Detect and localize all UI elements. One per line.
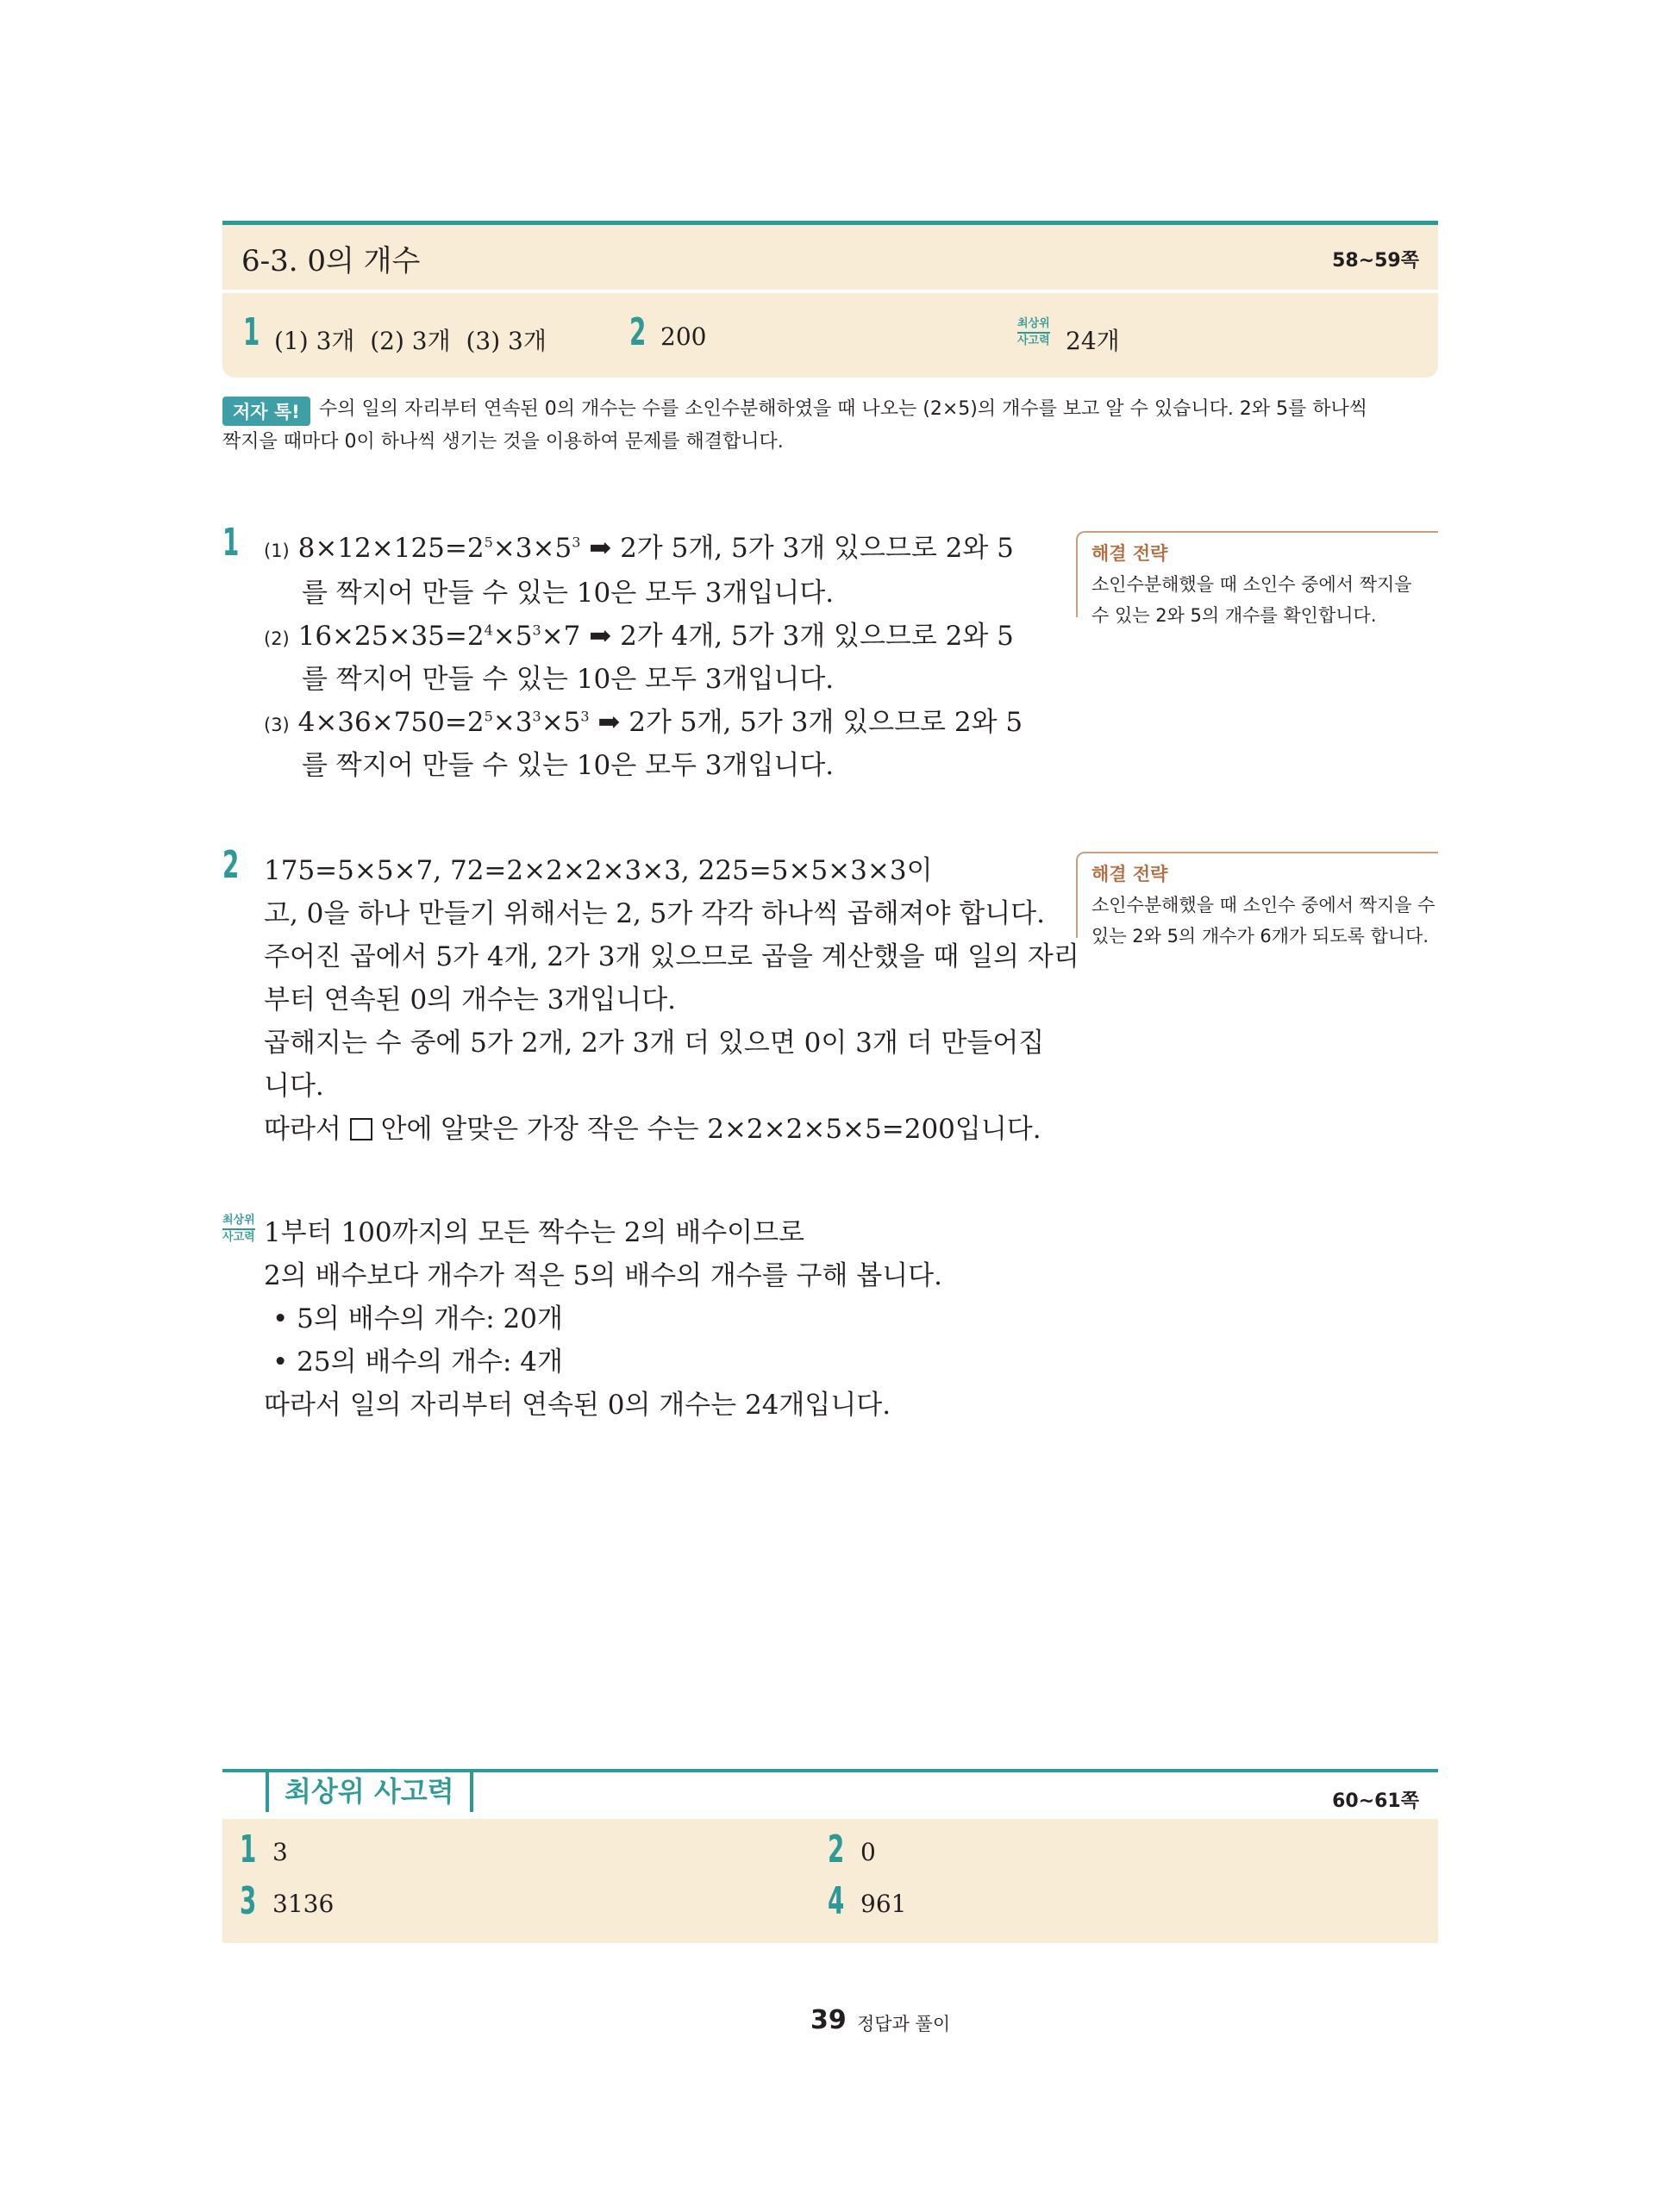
answer-2 bbox=[629, 310, 707, 354]
section-header bbox=[222, 221, 1438, 290]
author-tip-tag: 저자 톡! bbox=[222, 397, 310, 426]
solution-1-number: 1 bbox=[222, 521, 240, 565]
author-tip-line-1: 수의 일의 자리부터 연속된 0의 개수는 수를 소인수분해하였을 때 나오는 (2×5)의 개수를 보고 알 수 있습니다. 2와 5를 하나씩 bbox=[319, 398, 1368, 420]
solution-2-line-1: 175=5×5×7, 72=2×2×2×3×3, 225=5×5×3×3이 bbox=[264, 855, 933, 886]
solution-3-line-3: • 5의 배수의 개수: 20개 bbox=[272, 1303, 563, 1334]
solution-3-line-4: • 25의 배수의 개수: 4개 bbox=[272, 1347, 563, 1378]
solution-2-line-3: 주어진 곱에서 5가 4개, 2가 3개 있으므로 곱을 계산했을 때 일의 자리 bbox=[264, 941, 1079, 972]
bottom-answer-4: 4 961 bbox=[828, 1879, 907, 1923]
section-title: 6-3. 0의 개수 bbox=[241, 244, 421, 278]
answer-top-text: 24개 bbox=[1066, 327, 1120, 355]
solution-2-line-5: 곱해지는 수 중에 5가 2개, 2가 3개 더 있으면 0이 3개 더 만들어집 bbox=[264, 1028, 1045, 1059]
author-tip-line-2: 짝지을 때마다 0이 하나씩 생기는 것을 이용하여 문제를 해결합니다. bbox=[222, 431, 784, 453]
solution-1-strategy bbox=[1076, 531, 1438, 626]
strategy-line-2: 수 있는 2와 5의 개수를 확인합니다. bbox=[1091, 605, 1377, 626]
strategy-line-2: 있는 2와 5의 개수가 6개가 되도록 합니다. bbox=[1091, 926, 1429, 947]
answer-1-number: 1 bbox=[243, 310, 260, 354]
bottom-title-frame bbox=[266, 1772, 473, 1812]
solution-3-line-5: 따라서 일의 자리부터 연속된 0의 개수는 24개입니다. bbox=[264, 1390, 891, 1421]
solution-2-line-4: 부터 연속된 0의 개수는 3개입니다. bbox=[264, 984, 677, 1015]
solution-1-line-1: (1) $8\times 12\times 125=2^5\times 3\times 5^3$ ➡ 2가 5개, 5가 3개 있으므로 2와 5 bbox=[264, 533, 1014, 564]
bottom-pages: 60~61쪽 bbox=[1332, 1790, 1419, 1812]
answer-2-text: 200 bbox=[660, 322, 707, 351]
solution-2-line-7: 따라서 안에 알맞은 가장 작은 수는 2×2×2×5×5=200입니다. bbox=[264, 1114, 1041, 1145]
strategy-title: 해결 전략 bbox=[1091, 864, 1168, 884]
solution-2-line-6: 니다. bbox=[264, 1071, 324, 1102]
answer-1-text: (1) 3개 (2) 3개 (3) 3개 bbox=[274, 327, 547, 355]
bottom-title: 최상위 사고력 bbox=[285, 1775, 454, 1808]
solution-3-line-1: 1부터 100까지의 모든 짝수는 2의 배수이므로 bbox=[264, 1217, 805, 1248]
bottom-answer-3: 3 3136 bbox=[240, 1879, 335, 1923]
solution-2-number: 2 bbox=[222, 843, 240, 887]
bottom-section-header bbox=[222, 1769, 1438, 1819]
top-thinking-badge: 최상위 사고력 bbox=[1017, 317, 1050, 347]
strategy-line-1: 소인수분해했을 때 소인수 중에서 짝지을 bbox=[1091, 574, 1412, 595]
bottom-answers bbox=[222, 1819, 1438, 1943]
solution-1-line-2: 를 짝지어 만들 수 있는 10은 모두 3개입니다. bbox=[302, 578, 835, 609]
solution-1-line-5: (3) $4\times 36\times 750=2^5\times 3^3\times 5^3$ ➡ 2가 5개, 5가 3개 있으므로 2와 5 bbox=[264, 707, 1023, 738]
answer-bar bbox=[222, 293, 1438, 378]
page-number: 39 bbox=[810, 2005, 847, 2035]
footer-label: 정답과 풀이 bbox=[857, 2014, 951, 2034]
bottom-answer-2: 2 0 bbox=[828, 1828, 876, 1871]
solution-1-line-4: 를 짝지어 만들 수 있는 10은 모두 3개입니다. bbox=[302, 664, 835, 695]
solution-2-strategy bbox=[1076, 852, 1438, 947]
solution-2-line-2: 고, 0을 하나 만들기 위해서는 2, 5가 각각 하나씩 곱해져야 합니다. bbox=[264, 898, 1045, 929]
answer-top bbox=[1017, 317, 1120, 355]
blank-box bbox=[350, 1118, 372, 1140]
solution-1-line-6: 를 짝지어 만들 수 있는 10은 모두 3개입니다. bbox=[302, 750, 835, 781]
bottom-answer-1: 1 3 bbox=[240, 1828, 288, 1871]
answer-2-number: 2 bbox=[629, 310, 647, 354]
solution-1-line-3: (2) $16\times 25\times 35=2^4\times 5^3\times 7$ ➡ 2가 4개, 5가 3개 있으므로 2와 5 bbox=[264, 621, 1014, 652]
solution-3-badge: 최상위 사고력 bbox=[222, 1214, 255, 1244]
solution-3-line-2: 2의 배수보다 개수가 적은 5의 배수의 개수를 구해 봅니다. bbox=[264, 1260, 942, 1291]
section-pages: 58~59쪽 bbox=[1332, 250, 1419, 272]
answer-1 bbox=[243, 310, 547, 355]
strategy-line-1: 소인수분해했을 때 소인수 중에서 짝지을 수 bbox=[1091, 895, 1435, 915]
strategy-title: 해결 전략 bbox=[1091, 543, 1168, 564]
